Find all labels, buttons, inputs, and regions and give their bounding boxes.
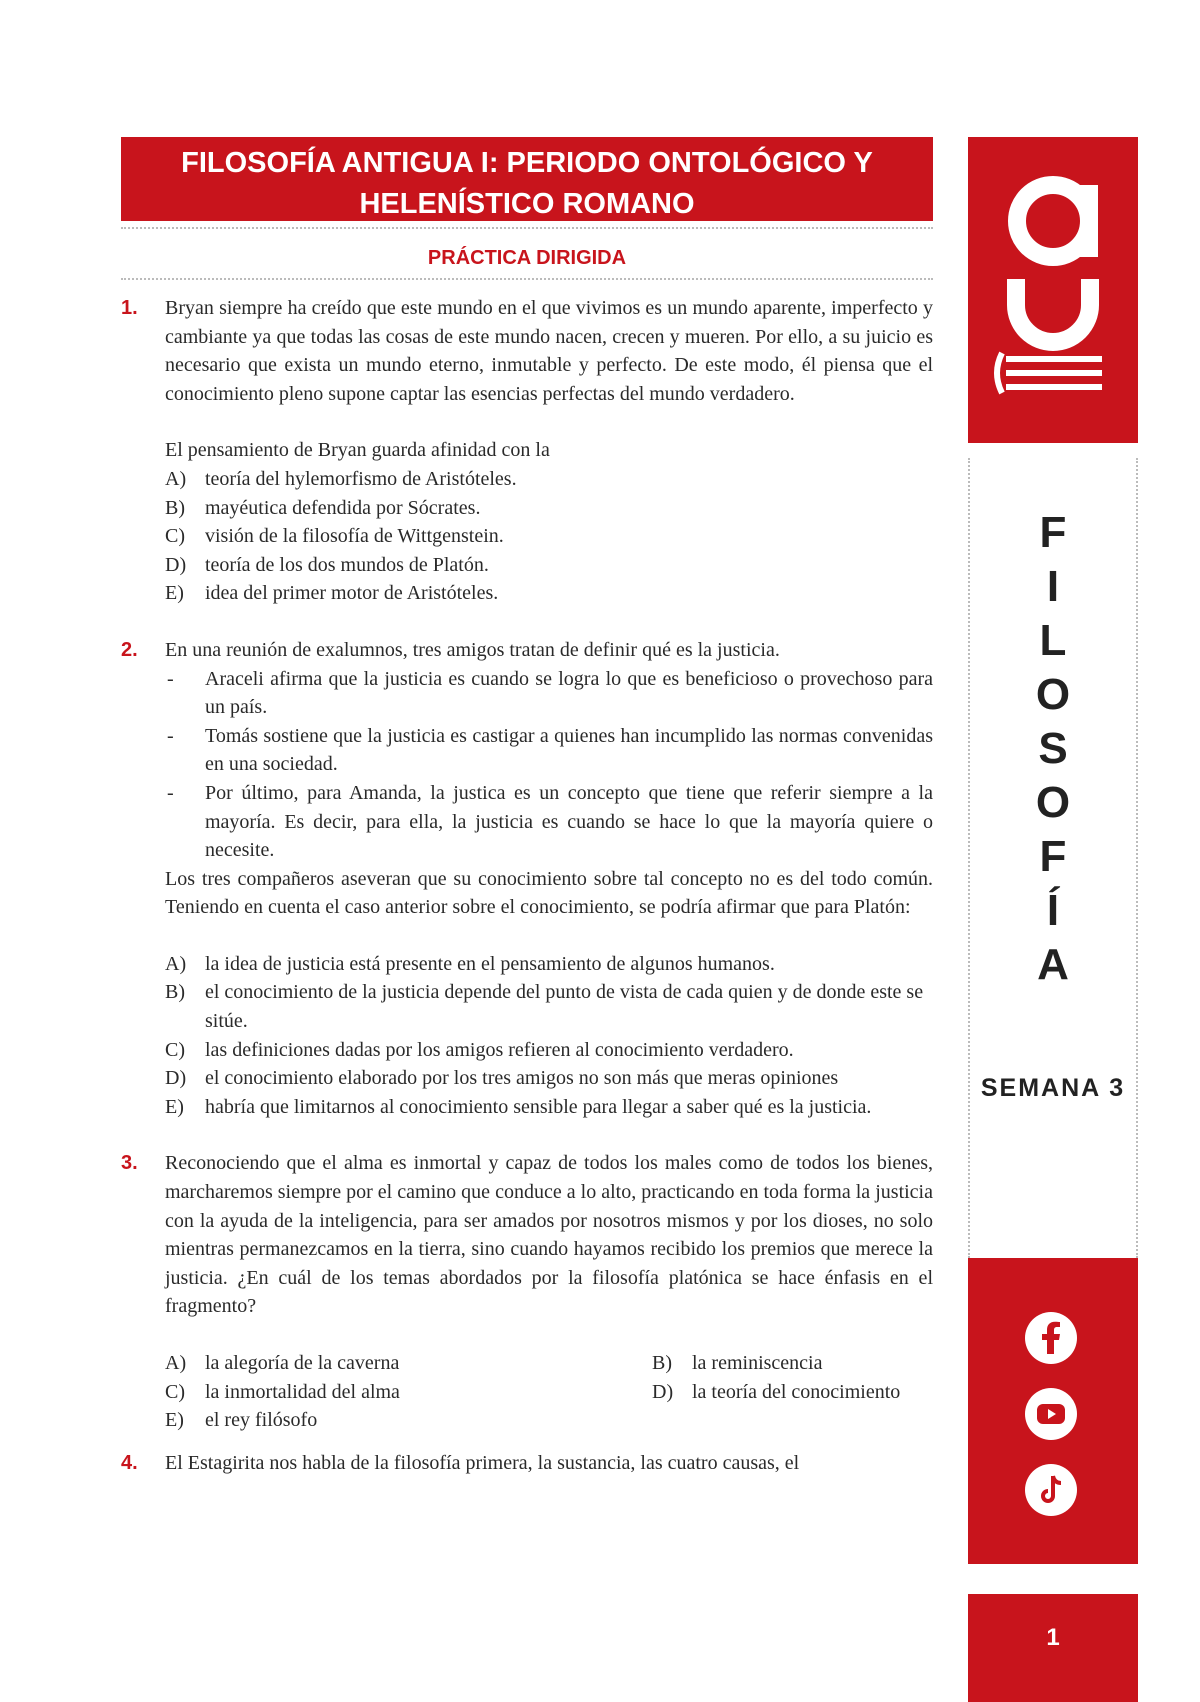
option-text: la idea de justicia está presente en el pensamiento de algunos humanos. xyxy=(205,952,775,975)
option-text: la alegoría de la caverna xyxy=(205,1352,400,1374)
section-subtitle: PRÁCTICA DIRIGIDA xyxy=(427,247,627,269)
question-text: Reconociendo que el alma es inmortal y capaz de todos los males como de todos los bienes, marcharemos siempre por el camino que conduce a lo alto, practicando en toda forma la justicia con la ayuda de la inteligencia, para ser amados por nosotros mismos y por los dioses, no solo mientras permanezcamos en la tierra, sino cuando hayamos recibido los premios que merece la justicia. ¿En cuál de los temas abordados por la filosofía platónica se hace énfasis en el fragmento? xyxy=(165,1152,933,1318)
option-letter: D) xyxy=(165,1067,187,1090)
question-text: El Estagirita nos habla de la filosofía primera, la sustancia, las cuatro causas, el xyxy=(165,1451,800,1474)
question-4 xyxy=(121,1449,933,1478)
option-b xyxy=(165,978,933,1035)
option-text: el rey filósofo xyxy=(205,1409,318,1432)
subject-vertical-title xyxy=(970,506,1136,992)
option-e xyxy=(165,579,933,608)
subject-letter: F xyxy=(1039,508,1067,557)
option-text: la reminiscencia xyxy=(692,1352,823,1374)
logo-icon xyxy=(968,137,1138,443)
option-letter: C) xyxy=(165,525,185,548)
subject-letter: L xyxy=(1039,616,1067,665)
option-letter: C) xyxy=(165,1038,185,1061)
option-text: el conocimiento elaborado por los tres amigos no son más que meras opiniones xyxy=(205,1067,839,1090)
option-text: mayéutica defendida por Sócrates. xyxy=(205,496,481,519)
option-c xyxy=(165,1378,652,1407)
title-line-1: FILOSOFÍA ANTIGUA I: PERIODO ONTOLÓGICO Y xyxy=(181,147,873,179)
question-text: Bryan siempre ha creído que este mundo en el que vivimos es un mundo aparente, imperfecto y cambiante ya que todas las cosas de este mundo nacen, crecen y mueren. Por ello, a su juicio es necesario que exista un mundo eterno, inmutable y perfecto. De este modo, él piensa que el conocimiento pleno supone captar las esencias perfectas del mundo verdadero. xyxy=(165,297,933,405)
option-letter: E) xyxy=(165,582,184,605)
option-letter: B) xyxy=(165,496,185,519)
bullet-item xyxy=(165,722,933,779)
bullet-mark: - xyxy=(167,724,174,747)
option-letter: A) xyxy=(165,952,187,975)
bullet-item xyxy=(165,779,933,865)
sidebar-social-panel xyxy=(968,1258,1138,1564)
option-text: la inmortalidad del alma xyxy=(205,1380,400,1403)
option-text: la teoría del conocimiento xyxy=(692,1380,901,1403)
tiktok-icon[interactable] xyxy=(1025,1464,1077,1516)
question-prompt: El pensamiento de Bryan guarda afinidad con la xyxy=(165,439,550,462)
option-letter: A) xyxy=(165,1352,187,1374)
option-text: habría que limitarnos al conocimiento sensible para llegar a saber qué es la justicia. xyxy=(205,1095,872,1118)
option-letter: E) xyxy=(165,1095,184,1118)
option-letter: A) xyxy=(165,467,187,490)
option-a xyxy=(165,1349,652,1378)
bullet-item xyxy=(165,665,933,722)
sidebar-logo-panel xyxy=(968,137,1138,443)
option-a xyxy=(165,465,933,494)
question-number: 4. xyxy=(121,1451,138,1474)
option-b xyxy=(165,494,933,523)
option-letter: E) xyxy=(165,1409,184,1432)
subject-letter: I xyxy=(1046,562,1060,611)
question-intro: En una reunión de exalumnos, tres amigos tratan de definir qué es la justicia. xyxy=(165,638,780,661)
page-number-panel xyxy=(968,1594,1138,1702)
question-number: 2. xyxy=(121,638,138,661)
options-list xyxy=(165,950,933,1122)
option-text: las definiciones dadas por los amigos refieren al conocimiento verdadero. xyxy=(205,1038,794,1061)
youtube-icon[interactable] xyxy=(1025,1388,1077,1440)
bullet-text: Tomás sostiene que la justicia es castigar a quienes han incumplido las normas convenidas en una sociedad. xyxy=(205,724,933,776)
option-letter: D) xyxy=(652,1380,674,1403)
bullet-mark: - xyxy=(167,781,174,804)
subject-letter: Í xyxy=(1046,886,1060,935)
option-d xyxy=(652,1378,933,1407)
question-text: Los tres compañeros aseveran que su conocimiento sobre tal concepto no es del todo común. Teniendo en cuenta el caso anterior sobre el conocimiento, se podría afirmar que para Platón: xyxy=(165,867,933,919)
bullet-text: Por último, para Amanda, la justica es un concepto que tiene que referir siempre a la mayoría. Es decir, para ella, la justicia es cuando se hace lo que la mayoría quiere o necesite. xyxy=(205,781,933,862)
option-text: teoría de los dos mundos de Platón. xyxy=(205,553,489,576)
option-letter: D) xyxy=(165,553,187,576)
facebook-icon[interactable] xyxy=(1025,1312,1077,1364)
question-number: 1. xyxy=(121,297,138,319)
option-e xyxy=(165,1093,933,1122)
option-d xyxy=(165,551,933,580)
title-line-2: HELENÍSTICO ROMANO xyxy=(359,188,695,220)
option-letter: C) xyxy=(165,1380,185,1403)
options-list xyxy=(165,1349,933,1435)
sidebar-subject xyxy=(968,458,1138,1258)
option-a xyxy=(165,950,933,979)
divider xyxy=(121,278,933,280)
divider xyxy=(121,227,933,229)
bullet-text: Araceli afirma que la justicia es cuando se logra lo que es beneficioso o provechoso para un país. xyxy=(205,667,933,719)
option-text: teoría del hylemorfismo de Aristóteles. xyxy=(205,467,517,490)
bullet-mark: - xyxy=(167,667,174,690)
option-text: el conocimiento de la justicia depende del punto de vista de cada quien y de donde este se sitúe. xyxy=(205,981,924,1033)
subject-letter: F xyxy=(1039,832,1067,881)
subject-letter: O xyxy=(1035,670,1071,719)
option-d xyxy=(165,1064,933,1093)
week-label: SEMANA 3 xyxy=(980,1074,1126,1102)
option-letter: B) xyxy=(652,1352,672,1374)
option-text: visión de la filosofía de Wittgenstein. xyxy=(205,525,504,548)
page-title xyxy=(121,137,933,221)
subject-letter: A xyxy=(1037,940,1069,989)
subject-letter: S xyxy=(1038,724,1068,773)
options-list xyxy=(165,465,933,608)
question-3 xyxy=(121,1149,933,1434)
question-1 xyxy=(121,294,933,608)
question-2 xyxy=(121,636,933,1122)
page-number: 1 xyxy=(1046,1624,1060,1651)
option-text: idea del primer motor de Aristóteles. xyxy=(205,582,499,605)
option-c xyxy=(165,1036,933,1065)
main-content xyxy=(121,137,933,1477)
option-c xyxy=(165,522,933,551)
subject-letter: O xyxy=(1035,778,1071,827)
option-e xyxy=(165,1406,652,1435)
option-b xyxy=(652,1349,933,1378)
option-letter: B) xyxy=(165,981,185,1004)
question-number: 3. xyxy=(121,1152,138,1175)
